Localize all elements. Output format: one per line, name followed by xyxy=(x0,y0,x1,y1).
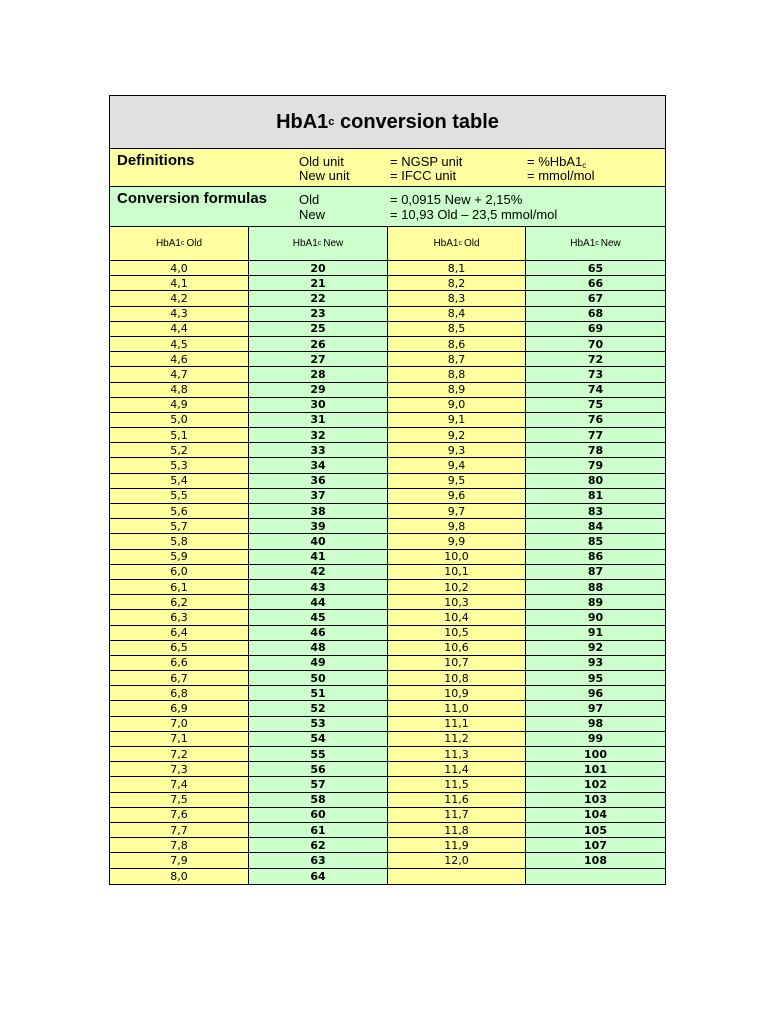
cell-old: 10,9 xyxy=(388,686,526,700)
cell-old: 11,0 xyxy=(388,701,526,715)
cell-new: 30 xyxy=(249,398,388,412)
cell-old: 5,4 xyxy=(110,474,249,488)
cell-new: 83 xyxy=(526,504,665,518)
table-row xyxy=(110,732,665,747)
cell-new: 38 xyxy=(249,504,388,518)
cell-old: 6,2 xyxy=(110,595,249,609)
table-row xyxy=(110,489,665,504)
table-row xyxy=(110,550,665,565)
document-title xyxy=(110,96,665,149)
cell-new: 100 xyxy=(526,747,665,761)
table-row xyxy=(110,869,665,884)
table-row xyxy=(110,261,665,276)
cell-old: 4,5 xyxy=(110,337,249,351)
cell-old: 7,2 xyxy=(110,747,249,761)
cell-old: 5,7 xyxy=(110,519,249,533)
cell-new: 101 xyxy=(526,762,665,776)
cell-new: 68 xyxy=(526,307,665,321)
cell-new: 84 xyxy=(526,519,665,533)
table-row xyxy=(110,701,665,716)
cell-new: 99 xyxy=(526,732,665,746)
cell-new: 93 xyxy=(526,656,665,670)
cell-new: 26 xyxy=(249,337,388,351)
cell-old: 7,6 xyxy=(110,808,249,822)
formulas-section xyxy=(110,187,665,227)
cell-new: 108 xyxy=(526,853,665,867)
cell-new: 90 xyxy=(526,610,665,624)
table-row xyxy=(110,443,665,458)
table-row xyxy=(110,671,665,686)
cell-new: 67 xyxy=(526,291,665,305)
cell-old: 10,7 xyxy=(388,656,526,670)
cell-old: 9,3 xyxy=(388,443,526,457)
cell-old: 8,9 xyxy=(388,383,526,397)
cell-new: 79 xyxy=(526,458,665,472)
cell-new: 36 xyxy=(249,474,388,488)
cell-new: 92 xyxy=(526,641,665,655)
table-row xyxy=(110,580,665,595)
table-row xyxy=(110,291,665,306)
cell-new: 69 xyxy=(526,322,665,336)
formula-term: Old xyxy=(299,192,320,207)
cell-old: 10,5 xyxy=(388,626,526,640)
table-row xyxy=(110,474,665,489)
cell-new: 32 xyxy=(249,428,388,442)
cell-old: 11,5 xyxy=(388,777,526,791)
cell-new: 88 xyxy=(526,580,665,594)
cell-old: 7,1 xyxy=(110,732,249,746)
definition-unit: = $\%HbA1_c$ xyxy=(527,154,587,170)
definition-value: = IFCC unit xyxy=(390,168,457,183)
cell-old: 4,7 xyxy=(110,367,249,381)
cell-old: 9,8 xyxy=(388,519,526,533)
cell-old: 11,9 xyxy=(388,838,526,852)
cell-old: 6,1 xyxy=(110,580,249,594)
cell-new: 74 xyxy=(526,383,665,397)
conversion-table-document xyxy=(109,95,666,885)
cell-new: 50 xyxy=(249,671,388,685)
table-body xyxy=(110,261,665,884)
definition-line-old xyxy=(110,154,665,169)
cell-new: 34 xyxy=(249,458,388,472)
cell-old: 5,0 xyxy=(110,413,249,427)
table-row xyxy=(110,413,665,428)
table-row xyxy=(110,793,665,808)
table-row xyxy=(110,626,665,641)
cell-new: 54 xyxy=(249,732,388,746)
cell-old: 5,1 xyxy=(110,428,249,442)
table-row xyxy=(110,383,665,398)
cell-old: 8,8 xyxy=(388,367,526,381)
cell-new: 72 xyxy=(526,352,665,366)
cell-old: 5,6 xyxy=(110,504,249,518)
cell-new: 75 xyxy=(526,398,665,412)
cell-new: 23 xyxy=(249,307,388,321)
cell-old: 6,8 xyxy=(110,686,249,700)
cell-old: 9,9 xyxy=(388,534,526,548)
cell-old: 7,4 xyxy=(110,777,249,791)
cell-new: 58 xyxy=(249,793,388,807)
cell-old: 9,2 xyxy=(388,428,526,442)
table-row xyxy=(110,352,665,367)
cell-old: 5,2 xyxy=(110,443,249,457)
cell-new: 33 xyxy=(249,443,388,457)
table-row xyxy=(110,838,665,853)
cell-new: 21 xyxy=(249,276,388,290)
definition-term: New unit xyxy=(299,168,350,183)
cell-old: 11,6 xyxy=(388,793,526,807)
table-row xyxy=(110,534,665,549)
cell-new: 60 xyxy=(249,808,388,822)
cell-old: 4,4 xyxy=(110,322,249,336)
cell-new: 107 xyxy=(526,838,665,852)
table-row xyxy=(110,458,665,473)
cell-new xyxy=(526,869,665,884)
cell-new: 61 xyxy=(249,823,388,837)
cell-old: 10,8 xyxy=(388,671,526,685)
column-header-old: HbA1 c Old xyxy=(110,227,249,260)
definition-term: Old unit xyxy=(299,154,344,169)
cell-new: 104 xyxy=(526,808,665,822)
cell-old: 6,7 xyxy=(110,671,249,685)
cell-old: 8,6 xyxy=(388,337,526,351)
table-row xyxy=(110,641,665,656)
cell-new: 52 xyxy=(249,701,388,715)
table-row xyxy=(110,322,665,337)
formula-term: New xyxy=(299,207,326,222)
cell-new: 80 xyxy=(526,474,665,488)
title-main: HbA1 xyxy=(276,110,329,133)
cell-old: 8,7 xyxy=(388,352,526,366)
cell-new: 86 xyxy=(526,550,665,564)
cell-old: 8,0 xyxy=(110,869,249,884)
cell-old: 11,1 xyxy=(388,717,526,731)
cell-new: 46 xyxy=(249,626,388,640)
table-row xyxy=(110,337,665,352)
table-row xyxy=(110,504,665,519)
cell-old: 10,3 xyxy=(388,595,526,609)
cell-new: 85 xyxy=(526,534,665,548)
cell-new: 89 xyxy=(526,595,665,609)
table-row xyxy=(110,610,665,625)
cell-old: 7,9 xyxy=(110,853,249,867)
cell-old: 10,6 xyxy=(388,641,526,655)
cell-old: 11,8 xyxy=(388,823,526,837)
cell-new: 76 xyxy=(526,413,665,427)
cell-new: 63 xyxy=(249,853,388,867)
cell-old: 10,0 xyxy=(388,550,526,564)
definitions-section xyxy=(110,149,665,187)
cell-new: 73 xyxy=(526,367,665,381)
cell-old xyxy=(388,869,526,884)
cell-new: 51 xyxy=(249,686,388,700)
cell-new: 27 xyxy=(249,352,388,366)
definition-value: = NGSP unit xyxy=(390,154,463,169)
cell-old: 10,2 xyxy=(388,580,526,594)
cell-new: 77 xyxy=(526,428,665,442)
cell-old: 6,0 xyxy=(110,565,249,579)
cell-old: 11,2 xyxy=(388,732,526,746)
cell-old: 5,9 xyxy=(110,550,249,564)
formula-expression: = 10,93 Old – 23,5 mmol/mol xyxy=(390,207,558,222)
definition-unit: = mmol/mol xyxy=(527,168,595,183)
cell-new: 56 xyxy=(249,762,388,776)
cell-new: 81 xyxy=(526,489,665,503)
cell-old: 4,0 xyxy=(110,261,249,275)
cell-new: 66 xyxy=(526,276,665,290)
cell-old: 10,1 xyxy=(388,565,526,579)
cell-new: 41 xyxy=(249,550,388,564)
cell-new: 48 xyxy=(249,641,388,655)
cell-old: 9,6 xyxy=(388,489,526,503)
formulas-label: Conversion formulas xyxy=(117,190,268,207)
cell-old: 8,3 xyxy=(388,291,526,305)
cell-new: 20 xyxy=(249,261,388,275)
cell-old: 7,7 xyxy=(110,823,249,837)
cell-old: 9,7 xyxy=(388,504,526,518)
cell-new: 102 xyxy=(526,777,665,791)
table-row xyxy=(110,823,665,838)
cell-new: 49 xyxy=(249,656,388,670)
cell-old: 11,3 xyxy=(388,747,526,761)
cell-new: 44 xyxy=(249,595,388,609)
cell-new: 28 xyxy=(249,367,388,381)
cell-old: 7,8 xyxy=(110,838,249,852)
cell-old: 4,3 xyxy=(110,307,249,321)
cell-old: 5,3 xyxy=(110,458,249,472)
cell-old: 9,5 xyxy=(388,474,526,488)
definitions-label: Definitions xyxy=(117,152,195,169)
cell-new: 45 xyxy=(249,610,388,624)
cell-old: 5,5 xyxy=(110,489,249,503)
cell-old: 12,0 xyxy=(388,853,526,867)
cell-new: 57 xyxy=(249,777,388,791)
column-header-old: HbA1 c Old xyxy=(388,227,526,260)
cell-new: 96 xyxy=(526,686,665,700)
cell-old: 10,4 xyxy=(388,610,526,624)
cell-old: 8,5 xyxy=(388,322,526,336)
table-row xyxy=(110,747,665,762)
cell-old: 9,1 xyxy=(388,413,526,427)
table-row xyxy=(110,808,665,823)
table-row xyxy=(110,307,665,322)
cell-new: 103 xyxy=(526,793,665,807)
cell-old: 6,4 xyxy=(110,626,249,640)
table-row xyxy=(110,595,665,610)
table-row xyxy=(110,398,665,413)
table-row xyxy=(110,276,665,291)
cell-new: 40 xyxy=(249,534,388,548)
table-row xyxy=(110,762,665,777)
cell-new: 91 xyxy=(526,626,665,640)
table-row xyxy=(110,777,665,792)
table-row xyxy=(110,656,665,671)
cell-old: 4,9 xyxy=(110,398,249,412)
cell-old: 4,2 xyxy=(110,291,249,305)
cell-old: 4,1 xyxy=(110,276,249,290)
table-row xyxy=(110,686,665,701)
table-row xyxy=(110,367,665,382)
title-rest: conversion table xyxy=(334,110,499,133)
formula-line-new xyxy=(110,207,665,222)
cell-new: 64 xyxy=(249,869,388,884)
cell-new: 55 xyxy=(249,747,388,761)
cell-new: 70 xyxy=(526,337,665,351)
cell-old: 5,8 xyxy=(110,534,249,548)
table-row xyxy=(110,717,665,732)
cell-old: 4,6 xyxy=(110,352,249,366)
cell-new: 29 xyxy=(249,383,388,397)
cell-new: 31 xyxy=(249,413,388,427)
cell-new: 25 xyxy=(249,322,388,336)
cell-old: 7,5 xyxy=(110,793,249,807)
cell-old: 11,4 xyxy=(388,762,526,776)
cell-new: 95 xyxy=(526,671,665,685)
cell-new: 78 xyxy=(526,443,665,457)
definition-line-new xyxy=(110,168,665,183)
cell-old: 6,5 xyxy=(110,641,249,655)
cell-old: 4,8 xyxy=(110,383,249,397)
column-header-new: HbA1 c New xyxy=(526,227,665,260)
table-row xyxy=(110,565,665,580)
table-row xyxy=(110,853,665,868)
cell-old: 11,7 xyxy=(388,808,526,822)
column-header-new: HbA1 c New xyxy=(249,227,388,260)
cell-old: 8,2 xyxy=(388,276,526,290)
cell-new: 22 xyxy=(249,291,388,305)
cell-new: 87 xyxy=(526,565,665,579)
formula-line-old xyxy=(110,192,665,207)
cell-old: 8,4 xyxy=(388,307,526,321)
cell-old: 9,4 xyxy=(388,458,526,472)
cell-old: 8,1 xyxy=(388,261,526,275)
cell-new: 39 xyxy=(249,519,388,533)
cell-new: 43 xyxy=(249,580,388,594)
cell-new: 97 xyxy=(526,701,665,715)
cell-old: 7,3 xyxy=(110,762,249,776)
cell-new: 42 xyxy=(249,565,388,579)
cell-new: 62 xyxy=(249,838,388,852)
cell-new: 37 xyxy=(249,489,388,503)
cell-new: 65 xyxy=(526,261,665,275)
table-row xyxy=(110,519,665,534)
cell-old: 6,3 xyxy=(110,610,249,624)
cell-old: 6,6 xyxy=(110,656,249,670)
formula-expression: = 0,0915 New + 2,15% xyxy=(390,192,523,207)
cell-old: 7,0 xyxy=(110,717,249,731)
cell-new: 105 xyxy=(526,823,665,837)
cell-new: 53 xyxy=(249,717,388,731)
cell-new: 98 xyxy=(526,717,665,731)
title-subscript: c xyxy=(328,116,335,128)
cell-old: 9,0 xyxy=(388,398,526,412)
column-header-row xyxy=(110,227,665,261)
table-row xyxy=(110,428,665,443)
cell-old: 6,9 xyxy=(110,701,249,715)
